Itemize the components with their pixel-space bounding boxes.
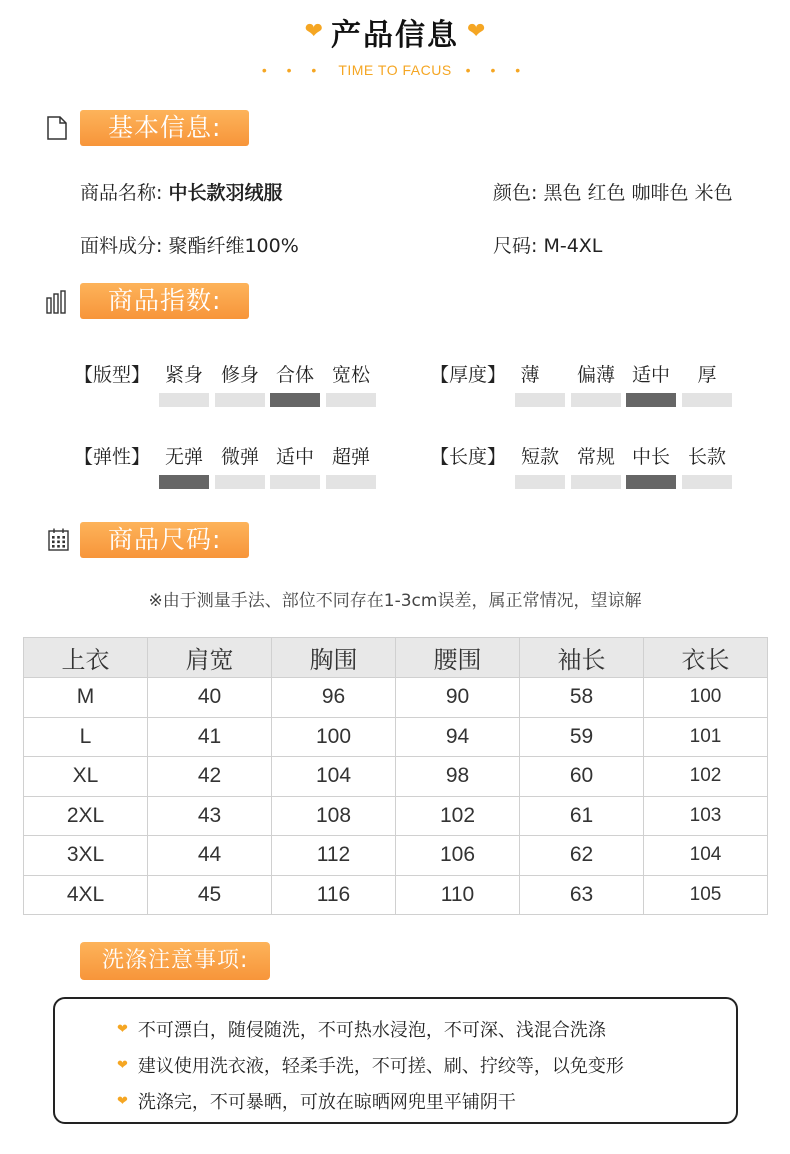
table-cell: 4XL [24,875,148,915]
size-note: ※由于测量手法、部位不同存在1-3cm误差，属正常情况，望谅解 [148,591,642,611]
index-fit-bar [326,393,376,407]
table-row [24,875,768,915]
info-size-range [493,231,602,258]
index-fit-bar [270,393,320,407]
table-cell: XL [24,757,148,797]
index-fit-option: 宽松 [331,364,370,386]
index-thickness-option: 偏薄 [576,364,615,386]
wash-label: 洗涤注意事项: [80,942,270,980]
list-item [117,1083,736,1119]
table-cell: 60 [520,757,644,797]
heart-icon: ❤ [117,1057,128,1073]
table-cell: 43 [148,796,272,836]
info-label: 商品名称: [80,182,163,204]
table-header: 腰围 [396,638,520,678]
table-cell: 104 [644,836,768,876]
table-cell: 62 [520,836,644,876]
index-fit-bar [215,393,265,407]
info-product-name [80,178,282,205]
heart-icon: ❤ [467,19,486,44]
list-item [117,1047,736,1083]
table-cell: 102 [396,796,520,836]
index-length-option: 中长 [631,446,670,468]
index-elasticity-option: 微弹 [220,446,259,468]
table-cell: 101 [644,717,768,757]
index-thickness-option: 厚 [697,364,717,386]
info-label: 尺码: [493,235,538,257]
table-cell: 41 [148,717,272,757]
index-fit-bar [159,393,209,407]
index-thickness-option: 薄 [520,364,540,386]
table-cell: 108 [272,796,396,836]
section-size: 商品尺码: [80,522,249,558]
table-cell: 61 [520,796,644,836]
table-header: 上衣 [24,638,148,678]
table-cell: 112 [272,836,396,876]
table-header: 肩宽 [148,638,272,678]
index-length-option: 短款 [520,446,559,468]
dots-right: • • • [465,62,529,78]
wash-box [53,997,738,1124]
table-cell: 2XL [24,796,148,836]
table-cell: 116 [272,875,396,915]
section-product-index: 商品指数: [80,283,249,319]
table-cell: 40 [148,678,272,718]
index-length-title: 【长度】 [430,446,507,468]
info-value: 黑色 红色 咖啡色 米色 [543,182,733,204]
index-thickness-bar [515,393,565,407]
table-row [24,757,768,797]
index-fit-option: 修身 [220,364,259,386]
index-length-bar [682,475,732,489]
table-cell: M [24,678,148,718]
document-icon [46,116,68,140]
index-thickness-title: 【厚度】 [430,364,507,386]
index-elasticity-bar [270,475,320,489]
info-label: 颜色: [493,182,538,204]
info-value: 中长款羽绒服 [168,182,283,204]
index-thickness-option: 适中 [631,364,670,386]
table-header: 袖长 [520,638,644,678]
index-length-bar [571,475,621,489]
index-thickness-bar [626,393,676,407]
index-elasticity-bar [215,475,265,489]
calendar-grid-icon [48,528,70,552]
index-elasticity-bar [159,475,209,489]
index-thickness-bar [682,393,732,407]
index-elasticity-option: 超弹 [331,446,370,468]
table-cell: 3XL [24,836,148,876]
table-header: 胸围 [272,638,396,678]
index-length-option: 常规 [576,446,615,468]
index-fit-title: 【版型】 [74,364,151,386]
table-cell: 98 [396,757,520,797]
index-thickness-bar [571,393,621,407]
table-cell: 100 [272,717,396,757]
heart-icon: ❤ [117,1021,128,1037]
table-cell: 96 [272,678,396,718]
table-row [24,796,768,836]
table-cell: 102 [644,757,768,797]
table-cell: 42 [148,757,272,797]
bar-chart-icon [46,290,68,314]
info-material [80,231,299,258]
wash-item-text: 洗涤完，不可暴晒，可放在晾晒网兜里平铺阴干 [137,1092,516,1113]
index-fit-option: 紧身 [164,364,203,386]
table-cell: 63 [520,875,644,915]
heart-icon: ❤ [117,1093,128,1109]
wash-item-text: 不可漂白，随侵随洗，不可热水浸泡，不可深、浅混合洗涤 [137,1020,606,1041]
section-basic-info: 基本信息: [80,110,249,146]
info-label: 面料成分: [80,235,163,257]
index-fit-option: 合体 [275,364,314,386]
size-table [23,637,768,915]
table-cell: 58 [520,678,644,718]
index-elasticity-option: 适中 [275,446,314,468]
table-cell: 90 [396,678,520,718]
table-header: 衣长 [644,638,768,678]
index-elasticity-title: 【弹性】 [74,446,151,468]
wash-item-text: 建议使用洗衣液，轻柔手洗，不可搓、刷、拧绞等，以免变形 [137,1056,624,1077]
list-item [117,1011,736,1047]
index-elasticity-option: 无弹 [164,446,203,468]
table-cell: 110 [396,875,520,915]
table-cell: L [24,717,148,757]
index-elasticity-bar [326,475,376,489]
page-subtitle [0,62,790,78]
index-length-bar [515,475,565,489]
page-header [0,10,790,54]
subtitle-text: TIME TO FACUS [338,62,452,78]
index-length-bar [626,475,676,489]
page-title: 产品信息 [331,18,459,53]
table-cell: 45 [148,875,272,915]
table-cell: 44 [148,836,272,876]
table-cell: 104 [272,757,396,797]
info-color [493,178,733,205]
table-cell: 103 [644,796,768,836]
info-value: M-4XL [543,235,603,257]
table-cell: 59 [520,717,644,757]
table-cell: 100 [644,678,768,718]
table-cell: 106 [396,836,520,876]
table-header-row [24,638,768,678]
table-row [24,717,768,757]
info-value: 聚酯纤维100% [168,235,299,257]
index-length-option: 长款 [687,446,726,468]
table-row [24,678,768,718]
heart-icon: ❤ [304,19,323,44]
dots-left: • • • [261,62,325,78]
table-row [24,836,768,876]
table-cell: 105 [644,875,768,915]
table-cell: 94 [396,717,520,757]
